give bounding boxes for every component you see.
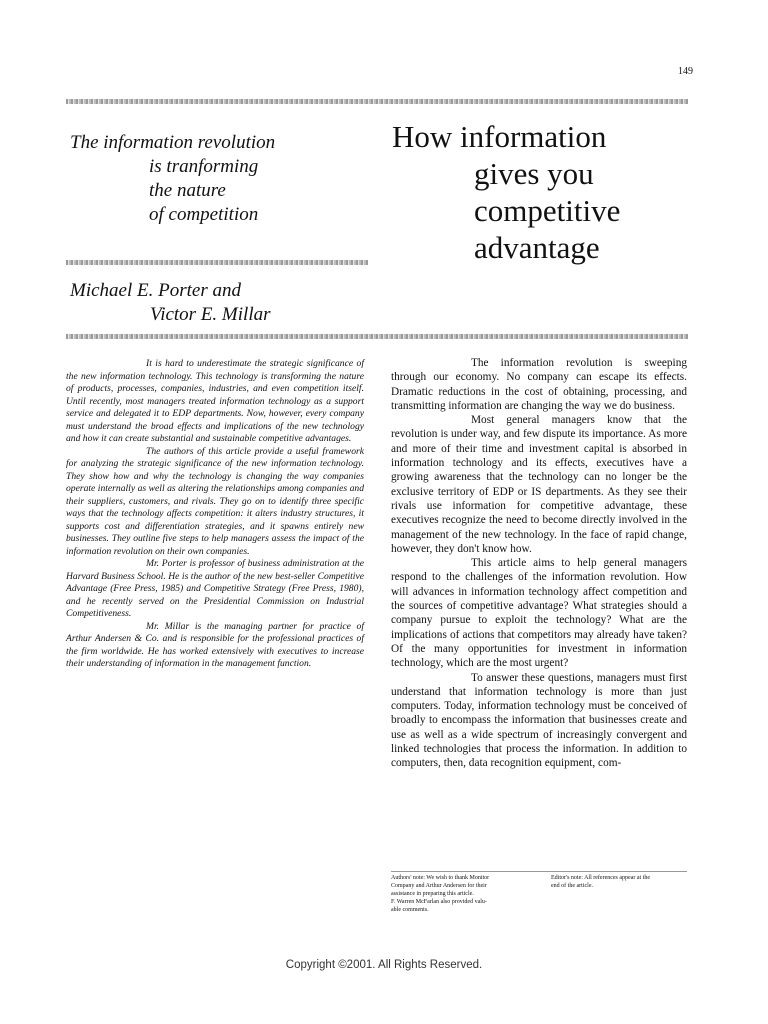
intro-paragraph: The authors of this article provide a useful framework for analyzing the strategic significance of the new information technology. They show how and why the technology is changing the way companies operate internally as well as altering the relationships among companies and their suppliers, customers, and rivals. They go on to identify three specific ways that the technology affects competition: it alters industry structures, it supports cost and differentiation strategies, and it spawns entirely new businesses. They outline five steps to help managers assess the impact of the information revolution on their own companies.: [66, 445, 364, 557]
body-paragraph: The information revolution is sweeping through our economy. No company can escape its effects. Dramatic reductions in the cost of obtaining, processing, and transmitting information are changing the way we do business.: [391, 357, 687, 412]
footnote-line: Editor's note: All references appear at the: [551, 875, 651, 881]
body-paragraph: Most general managers know that the revolution is under way, and few dispute its importance. As more and more of their time and investment capital is absorbed in information technology and its effects, executives have a growing awareness that the technology can no longer be the exclusive territory of EDP or IS departments. As they see their rivals use information for competitive advantage, these executives recognize the need to become directly involved in the management of the new technology. In the face of rapid change, however, they don't know how.: [391, 414, 687, 555]
intro-paragraph: Mr. Porter is professor of business administration at the Harvard Business School. He is the author of the new best-seller Competitive Advantage (Free Press, 1985) and Competitive Strategy (Free Press, 1980), and he recently served on the Presidential Commission on Industrial Competitiveness.: [66, 558, 364, 619]
kicker-line: is tranforming: [149, 156, 259, 177]
footnote-line: Company and Arthur Andersen for their: [391, 883, 487, 889]
kicker: [70, 131, 275, 227]
article-title: [392, 118, 620, 266]
title-line: advantage: [474, 230, 600, 265]
mid-divider: [66, 260, 368, 265]
author-line: Victor E. Millar: [150, 304, 271, 325]
body-paragraph: To answer these questions, managers must first understand that information technology is more than just computers. Today, information technology must be conceived of broadly to encompass the information that businesses create and use as well as a wide spectrum of increasingly convergent and linked technologies that process the information. In addition to computers, then, data recognition equipment, com-: [391, 671, 687, 770]
byline: [70, 279, 271, 327]
kicker-line: the nature: [149, 180, 226, 201]
footnote-line: assistance in preparing this article.: [391, 891, 474, 897]
intro-paragraph: It is hard to underestimate the strategic significance of the new information technology. This technology is transforming the nature of products, processes, companies, industries, and even competition itself. Until recently, most managers treated information technology as a support service and delegated it to EDP departments. Now, however, every company must understand the broad effects and implications of the new technology and how it can create substantial and sustainable competitive advantages.: [66, 358, 364, 444]
lower-divider: [66, 334, 688, 339]
author-line: Michael E. Porter and: [70, 280, 241, 301]
intro-paragraph: Mr. Millar is the managing partner for practice of Arthur Andersen & Co. and is responsible for the professional practices of the firm worldwide. He has worked extensively with executives to increase their understanding of information in the management function.: [66, 620, 364, 669]
top-divider: [66, 99, 688, 104]
footnote-rule: [391, 871, 687, 872]
copyright-notice: Copyright ©2001. All Rights Reserved.: [285, 959, 483, 971]
authors-note: [391, 874, 541, 914]
intro-column: [66, 358, 364, 671]
editors-note: [551, 874, 687, 890]
title-line: How information: [392, 119, 607, 154]
title-line: competitive: [474, 193, 621, 228]
body-paragraph: This article aims to help general managers respond to the challenges of the information revolution. How will advances in information technology affect competition and the sources of competitive advantage? What strategies should a company pursue to exploit the technology? What are the implications of actions that competitors may already have taken? Of the many opportunities for investment in information technology, which are the most urgent?: [391, 557, 687, 670]
body-column: [391, 356, 687, 771]
footnote-line: F. Warren McFarlan also provided valu-: [391, 899, 487, 905]
footnote-line: able comments.: [391, 907, 429, 913]
page-number: 149: [678, 66, 693, 77]
footnote-line: Authors' note: We wish to thank Monitor: [391, 875, 490, 881]
title-line: gives you: [474, 156, 594, 191]
kicker-line: of competition: [149, 204, 259, 225]
footnote-line: end of the article.: [551, 883, 593, 889]
kicker-line: The information revolution: [70, 132, 276, 153]
